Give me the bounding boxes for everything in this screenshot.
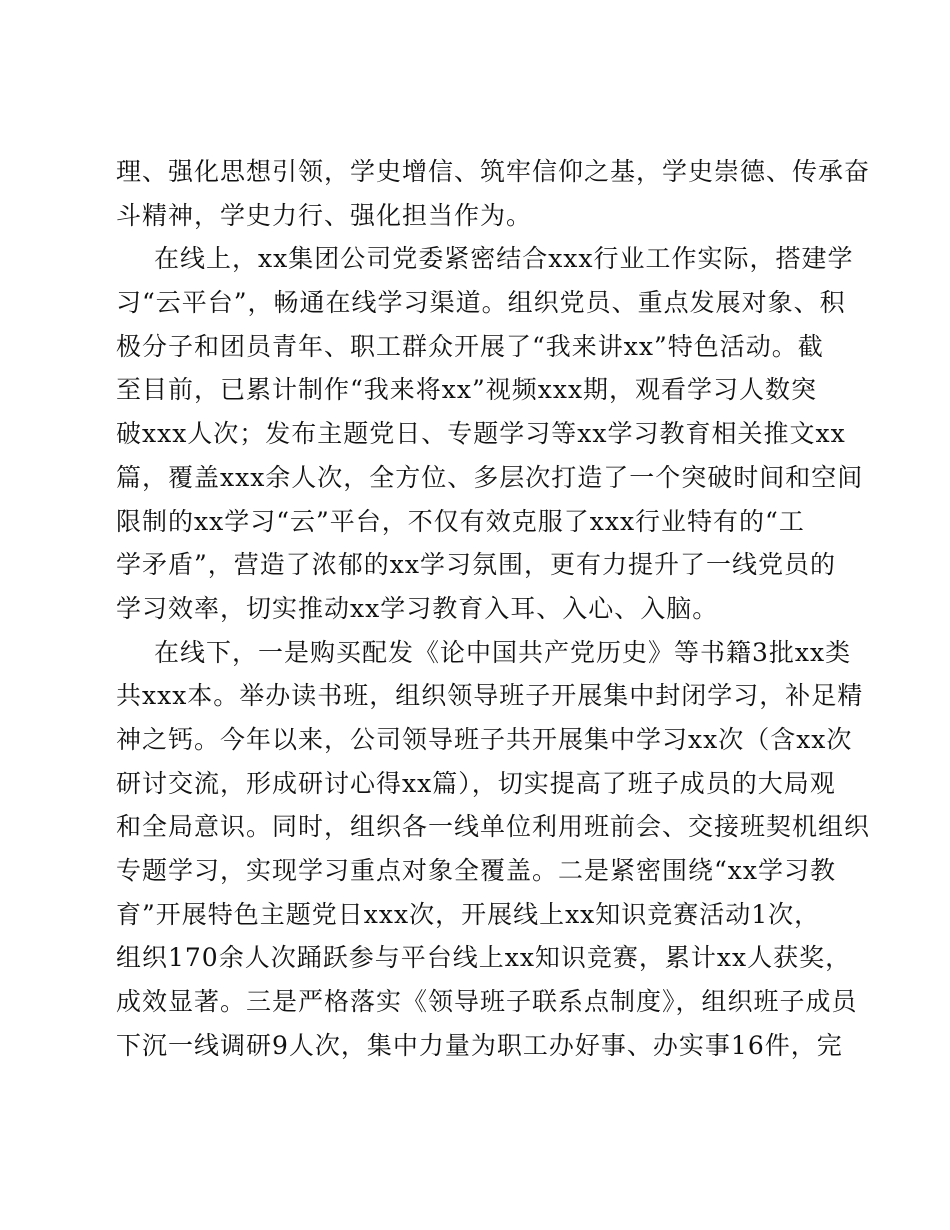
- text-line: 破xxx人次；发布主题党日、专题学习等xx学习教育相关推文xx: [116, 419, 846, 449]
- document-body: [116, 150, 871, 1067]
- text-line: 斗精神，学史力行、强化担当作为。: [116, 200, 533, 230]
- text-line: 育”开展特色主题党日xxx次，开展线上xx知识竞赛活动1次，: [116, 899, 821, 929]
- text-line: 专题学习，实现学习重点对象全覆盖。二是紧密围绕“xx学习教: [116, 856, 836, 885]
- text-line: 限制的xx学习“云”平台，不仅有效克服了xxx行业特有的“工: [116, 506, 805, 536]
- text-line: 组织170余人次踊跃参与平台线上xx知识竞赛，累计xx人获奖，: [116, 943, 852, 973]
- text-line: 习“云平台”，畅通在线学习渠道。组织党员、重点发展对象、积: [116, 288, 846, 318]
- text-line: 理、强化思想引领，学史增信、筑牢信仰之基，学史崇德、传承奋: [116, 157, 871, 186]
- text-line: 成效显著。三是严格落实《领导班子联系点制度》，组织班子成员: [116, 987, 858, 1017]
- text-line: 极分子和团员青年、职工群众开展了“我来讲xx”特色活动。截: [116, 331, 824, 361]
- text-line: 共xxx本。举办读书班，组织领导班子开展集中封闭学习，补足精: [116, 681, 864, 711]
- paragraph-start-line: 在线上，xx集团公司党委紧密结合xxx行业工作实际，搭建学: [154, 244, 854, 274]
- text-line: 研讨交流，形成研讨心得xx篇），切实提高了班子成员的大局观: [116, 768, 836, 798]
- text-line: 神之钙。今年以来，公司领导班子共开展集中学习xx次（含xx次: [116, 724, 853, 754]
- text-line: 下沉一线调研9人次，集中力量为职工办好事、办实事16件，完: [116, 1030, 843, 1060]
- text-line: 学矛盾”，营造了浓郁的xx学习氛围，更有力提升了一线党员的: [116, 550, 836, 580]
- text-line: 篇，覆盖xxx余人次，全方位、多层次打造了一个突破时间和空间: [116, 462, 864, 492]
- text-line: 至目前，已累计制作“我来将xx”视频xxx期，观看学习人数突: [116, 375, 818, 405]
- text-line: 和全局意识。同时，组织各一线单位利用班前会、交接班契机组织: [116, 812, 871, 842]
- text-line: 学习效率，切实推动xx学习教育入耳、入心、入脑。: [116, 593, 719, 623]
- paragraph-start-line: 在线下，一是购买配发《论中国共产党历史》等书籍3批xx类: [154, 637, 852, 667]
